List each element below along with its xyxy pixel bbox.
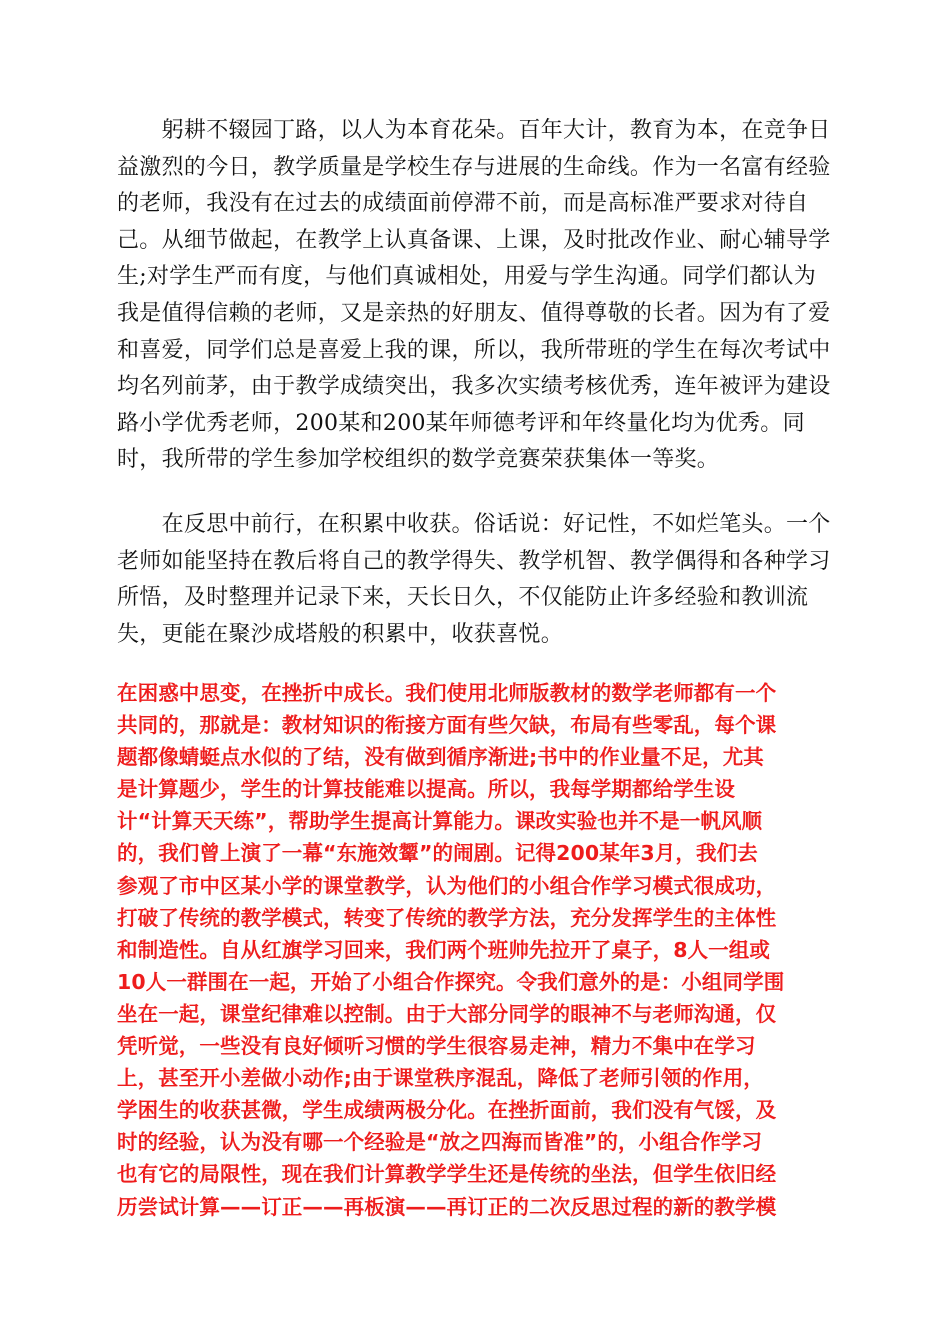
text-line: 凭听觉，一些没有良好倾听习惯的学生很容易走神，精力不集中在学习 — [117, 1034, 756, 1059]
text-line: 时的经验，认为没有哪一个经验是“放之四海而皆准”的，小组合作学习 — [117, 1130, 763, 1155]
text-line: 的老师，我没有在过去的成绩面前停滞不前，而是高标准严要求对待自 — [117, 191, 809, 217]
text-line: 躬耕不辍园丁路，以人为本育花朵。百年大计，教育为本，在竞争日 — [117, 118, 831, 143]
text-line: 所悟，及时整理并记录下来，天长日久，不仅能防止许多经验和教训流 — [117, 585, 809, 611]
text-line: 和制造性。自从红旗学习回来，我们两个班帅先拉开了桌子，8人一组或 — [117, 937, 770, 962]
text-line: 益激烈的今日，教学质量是学校生存与进展的生命线。作为一名富有经验 — [117, 154, 831, 180]
text-line: 学困生的收获甚微，学生成绩两极分化。在挫折面前，我们没有气馁，及 — [117, 1098, 777, 1123]
text-line: 共同的，那就是：教材知识的衔接方面有些欠缺，布局有些零乱，每个课 — [117, 713, 777, 738]
text-line: 在反思中前行，在积累中收获。俗话说：好记性，不如烂笔头。一个 — [117, 512, 831, 537]
text-line: 己。从细节做起，在教学上认真备课、上课，及时批改作业、耐心辅导学 — [117, 227, 831, 253]
paragraph-highlighted-setbacks — [117, 677, 837, 1223]
text-line: 我是值得信赖的老师，又是亲热的好朋友、值得尊敬的长者。因为有了爱 — [117, 300, 831, 326]
text-line: 均名列前茅，由于教学成绩突出，我多次实绩考核优秀，连年被评为建设 — [117, 374, 831, 400]
text-line: 上，甚至开小差做小动作;由于课堂秩序混乱，降低了老师引领的作用， — [117, 1066, 764, 1091]
text-line: 参观了市中区某小学的课堂教学，认为他们的小组合作学习模式很成功， — [117, 873, 777, 898]
text-line: 生;对学生严而有度，与他们真诚相处，用爱与学生沟通。同学们都认为 — [117, 264, 817, 290]
text-line: 计“计算天天练”，帮助学生提高计算能力。课改实验也并不是一帆风顺 — [117, 809, 763, 834]
text-line: 打破了传统的教学模式，转变了传统的教学方法，充分发挥学生的主体性 — [117, 905, 777, 930]
paragraph-teaching-quality — [117, 113, 837, 479]
text-line: 的，我们曾上演了一幕“东施效颦”的闹剧。记得200某年3月，我们去 — [117, 841, 758, 866]
text-line: 时，我所带的学生参加学校组织的数学竞赛荣获集体一等奖。 — [117, 447, 720, 473]
text-line: 题都像蜻蜓点水似的了结，没有做到循序渐进;书中的作业量不足，尤其 — [117, 745, 764, 770]
text-line: 10人一群围在一起，开始了小组合作探究。令我们意外的是：小组同学围 — [117, 969, 785, 994]
text-line: 在困惑中思变，在挫折中成长。我们使用北师版教材的数学老师都有一个 — [117, 681, 777, 705]
text-line: 是计算题少，学生的计算技能难以提高。所以，我每学期都给学生设 — [117, 777, 735, 802]
text-line: 坐在一起，课堂纪律难以控制。由于大部分同学的眼神不与老师沟通，仅 — [117, 1001, 777, 1026]
text-line: 失，更能在聚沙成塔般的积累中，收获喜悦。 — [117, 621, 564, 647]
paragraph-reflection — [117, 507, 837, 653]
text-line: 历尝试计算——订正——再板演——再订正的二次反思过程的新的教学模 — [117, 1194, 777, 1219]
text-line: 路小学优秀老师，200某和200某年师德考评和年终量化均为优秀。同 — [117, 410, 805, 436]
text-line: 老师如能坚持在教后将自己的教学得失、教学机智、教学偶得和各种学习 — [117, 548, 831, 574]
text-line: 和喜爱，同学们总是喜爱上我的课，所以，我所带班的学生在每次考试中 — [117, 337, 831, 363]
text-line: 也有它的局限性，现在我们计算教学学生还是传统的坐法，但学生依旧经 — [117, 1162, 777, 1187]
